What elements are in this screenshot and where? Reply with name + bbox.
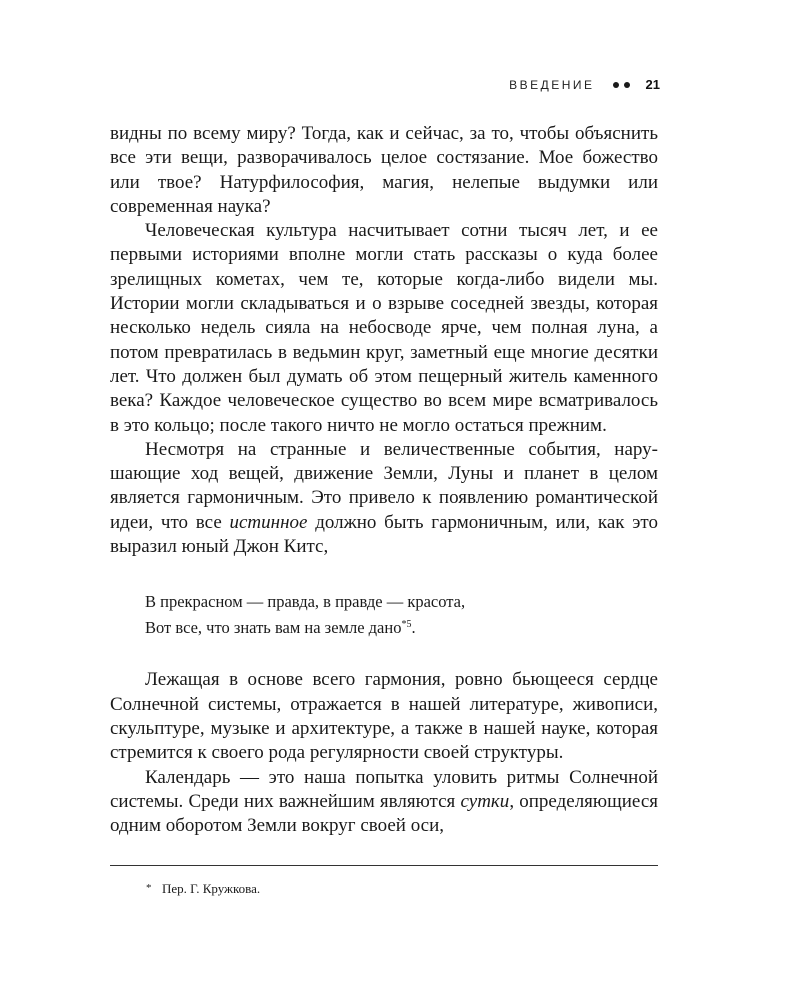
- paragraph: [110, 668, 658, 765]
- italic-text: сутки: [460, 790, 510, 812]
- footnote-reference: *5: [401, 619, 412, 631]
- paragraph-text: видны по всему миру? Тогда, как и сейчас, за то, чтобы объяснить все эти вещи, разворачивалось целое состязание. Мое божество или твое? Натурфилософия, магия, нелепые выдумки или современная наука?: [110, 123, 658, 217]
- paragraphs-after-poem: [110, 668, 658, 838]
- dot-icon: [613, 82, 619, 88]
- footnote: [146, 881, 260, 897]
- poem-quote: [145, 590, 658, 639]
- paragraph: [110, 122, 658, 219]
- poem-line-2-end: .: [411, 618, 416, 638]
- page-header: [509, 77, 660, 92]
- paragraph-text: Лежащая в основе всего гармония, ровно бьющееся сердце Солнечной системы, отражается в нашей литературе, живописи, скульптуре, музыке и архитектуре, а также в нашей науке, которая стремится к своего рода регулярности своей структуры.: [110, 669, 658, 764]
- running-head: ВВЕДЕНИЕ: [509, 77, 595, 92]
- paragraph: [110, 219, 658, 438]
- paragraph-text: должно быть гармоничным, или, как это выразил юный Джон Китс,: [110, 511, 658, 558]
- page-number: 21: [645, 77, 660, 92]
- footnote-mark: *: [146, 882, 152, 894]
- body-text: [110, 122, 658, 838]
- poem-line-1: В прекрасном — правда, в правде — красота,: [145, 592, 466, 612]
- paragraph-text: Несмотря на странные и величественные события, нарушающие ход вещей, движение Земли, Луны и планет в целом является гармоничным. Это привело к появлению романтической идеи, что все: [110, 438, 658, 533]
- dot-icon: [624, 82, 630, 88]
- poem-line-2: [145, 613, 658, 639]
- paragraphs-before-poem: [110, 122, 658, 559]
- paragraph: [110, 438, 658, 559]
- footnote-divider: [110, 865, 658, 866]
- header-dots-ornament: [613, 82, 630, 88]
- paragraph-text: Календарь — это наша попытка уловить ритмы Солнечной системы. Среди них важнейшим являются: [110, 766, 658, 812]
- paragraph: [110, 766, 658, 839]
- paragraph-text: Человеческая культура насчитывает сотни тысяч лет, и ее первыми историями вполне могли стать рассказы о куда более зрелищных кометах, чем те, которые когда-либо видели мы. Истории могли складываться и о взрыве соседней звезды, которая несколько недель сияла на небосводе ярче, чем полная луна, а потом превратилась в ведьмин круг, заметный еще многие десятки лет. Что должен был думать об этом пещерный житель каменного века? Каждое человеческое существо во всем мире всматривалось в это кольцо; после такого ничто не могло остаться прежним.: [110, 220, 658, 436]
- italic-text: истинное: [229, 511, 308, 533]
- poem-line-2-text: Вот все, что знать вам на земле дано: [145, 618, 402, 638]
- paragraph-text: , определяющиеся одним оборотом Земли вокруг своей оси,: [110, 790, 658, 837]
- footnote-text: Пер. Г. Кружкова.: [162, 881, 261, 896]
